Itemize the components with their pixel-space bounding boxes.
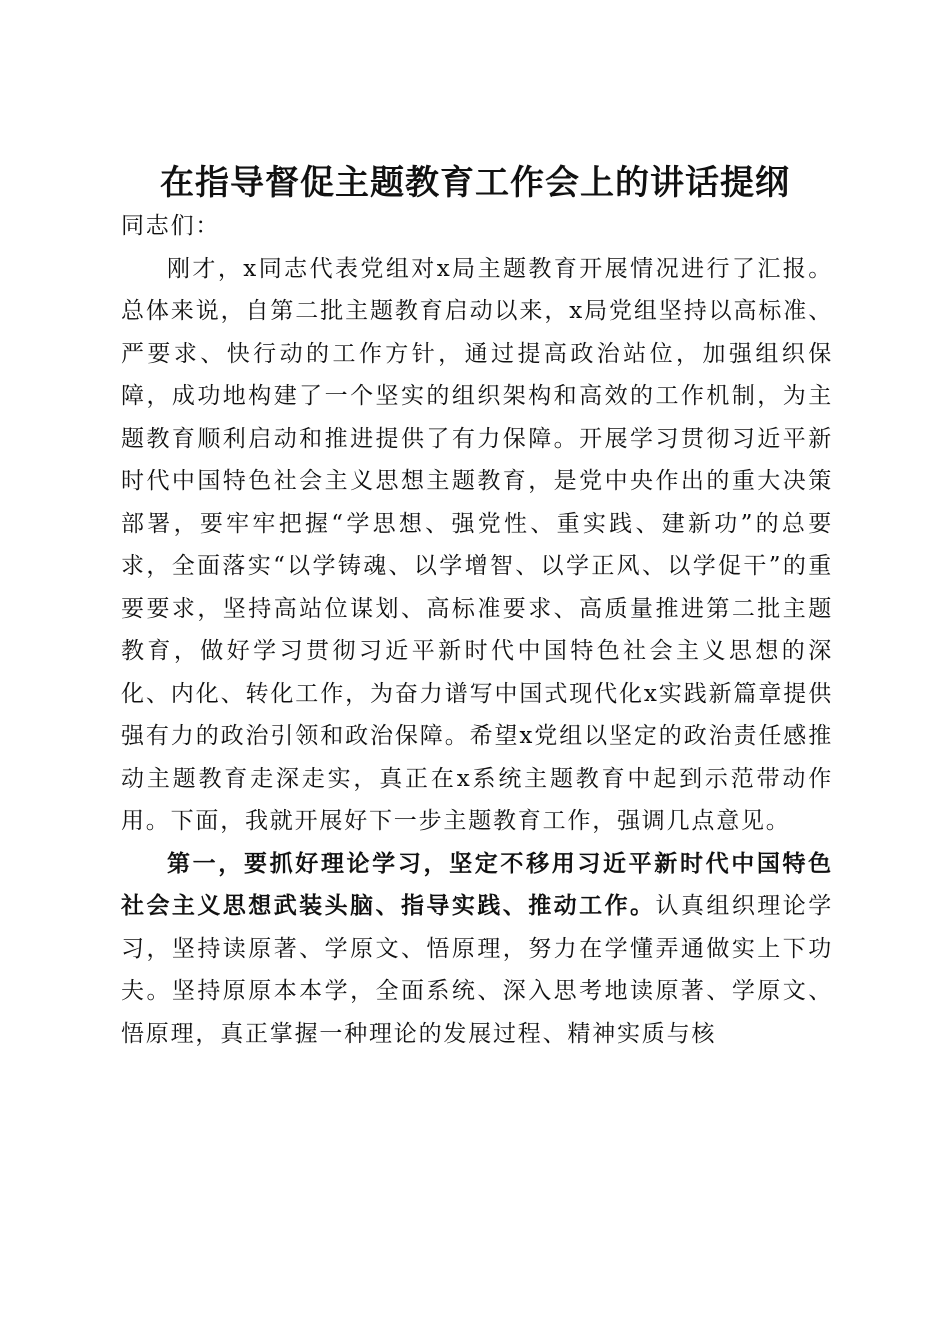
first-point-lead: 第一，要抓好理论学习，坚定不移用习近平新时代中国特色社会主义思想武装头脑、指导实践、推动工作。 bbox=[121, 849, 833, 919]
first-point-text: 认真组织理论学习，坚持读原著、学原文、悟原理，努力在学懂弄通做实上下功夫。坚持原原本本学，全面系统、深入思考地读原著、学原文、悟原理，真正掌握一种理论的发展过程、精神实质与核 bbox=[121, 893, 833, 1047]
paragraph-intro-text: 刚才，x同志代表党组对x局主题教育开展情况进行了汇报。总体来说，自第二批主题教育启动以来，x局党组坚持以高标准、严要求、快行动的工作方针，通过提高政治站位，加强组织保障，成功地构建了一个坚实的组织架构和高效的工作机制，为主题教育顺利启动和推进提供了有力保障。开展学习贯彻习近平新时代中国特色社会主义思想主题教育，是党中央作出的重大决策部署，要牢牢把握“学思想、强党性、重实践、建新功”的总要求，全面落实“以学铸魂、以学增智、以学正风、以学促干”的重要要求，坚持高站位谋划、高标准要求、高质量推进第二批主题教育，做好学习贯彻习近平新时代中国特色社会主义思想的深化、内化、转化工作，为奋力谱写中国式现代化x实践新篇章提供强有力的政治引领和政治保障。希望x党组以坚定的政治责任感推动主题教育走深走实，真正在x系统主题教育中起到示范带动作用。下面，我就开展好下一步主题教育工作，强调几点意见。 bbox=[121, 255, 833, 834]
document-body bbox=[121, 205, 833, 1055]
paragraph-first-point bbox=[121, 843, 833, 1056]
paragraph-intro bbox=[121, 248, 833, 843]
salutation: 同志们： bbox=[121, 213, 221, 239]
document-title: 在指导督促主题教育工作会上的讲话提纲 bbox=[160, 162, 790, 203]
